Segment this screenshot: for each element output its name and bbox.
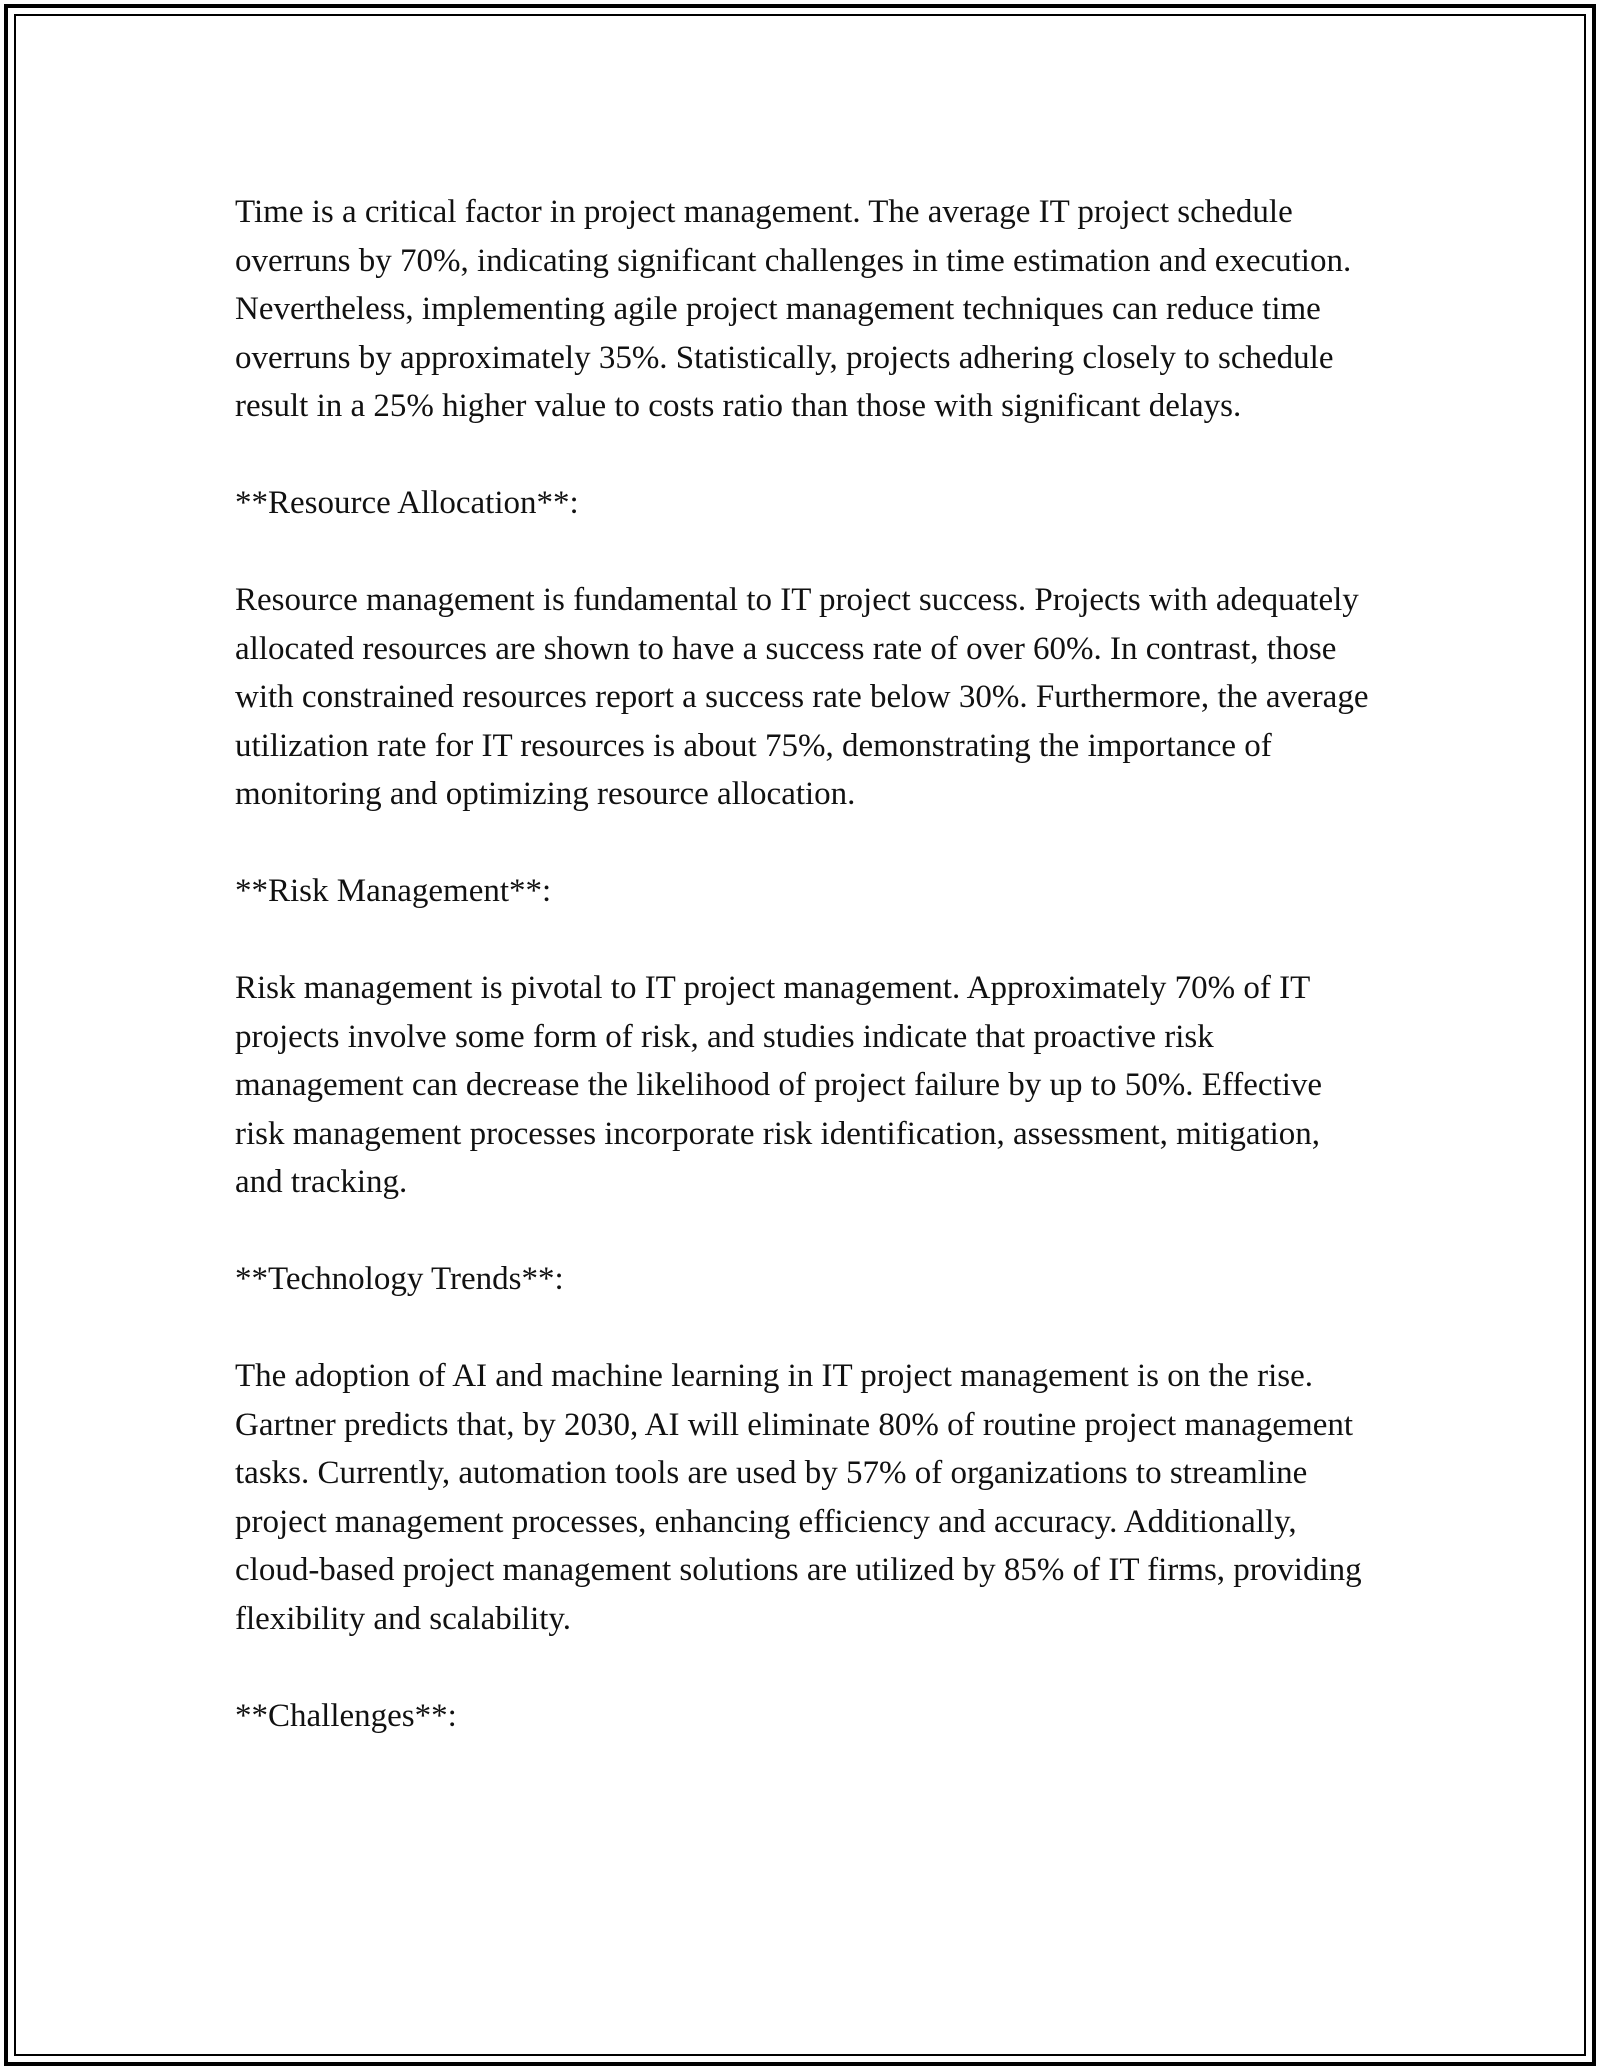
intro-paragraph-time: Time is a critical factor in project management. The average IT project schedule overruns by 70%, indicating significant challenges in time estimation and execution. Nevertheless, implementing agile project management techniques can reduce time overruns by approximately 35%. Statistically, projects adhering closely to schedule result in a 25% higher value to costs ratio than those with significant delays.: [235, 194, 1352, 424]
paragraph-technology-trends: The adoption of AI and machine learning in IT project management is on the rise. Gartner predicts that, by 2030, AI will eliminate 80% of routine project management tasks. Currently, automation tools are used by 57% of organizations to streamline project management processes, enhancing efficiency and accuracy. Additionally, cloud-based project management solutions are utilized by 85% of IT firms, providing flexibility and scalability.: [235, 1358, 1362, 1637]
section-heading-risk-management: **Risk Management**:: [235, 873, 552, 909]
section-heading-challenges: **Challenges**:: [235, 1697, 457, 1734]
document-body: [235, 188, 1375, 1740]
section-heading-technology-trends: **Technology Trends**:: [235, 1261, 564, 1297]
paragraph-risk-management: Risk management is pivotal to IT project management. Approximately 70% of IT projects involve some form of risk, and studies indicate that proactive risk management can decrease the likelihood of project failure by up to 50%. Effective risk management processes incorporate risk identification, assessment, mitigation, and tracking.: [235, 970, 1323, 1200]
section-heading-resource-allocation: **Resource Allocation**:: [235, 485, 579, 521]
paragraph-resource-allocation: Resource management is fundamental to IT project success. Projects with adequately allocated resources are shown to have a success rate of over 60%. In contrast, those with constrained resources report a success rate below 30%. Furthermore, the average utilization rate for IT resources is about 75%, demonstrating the importance of monitoring and optimizing resource allocation.: [235, 582, 1369, 812]
